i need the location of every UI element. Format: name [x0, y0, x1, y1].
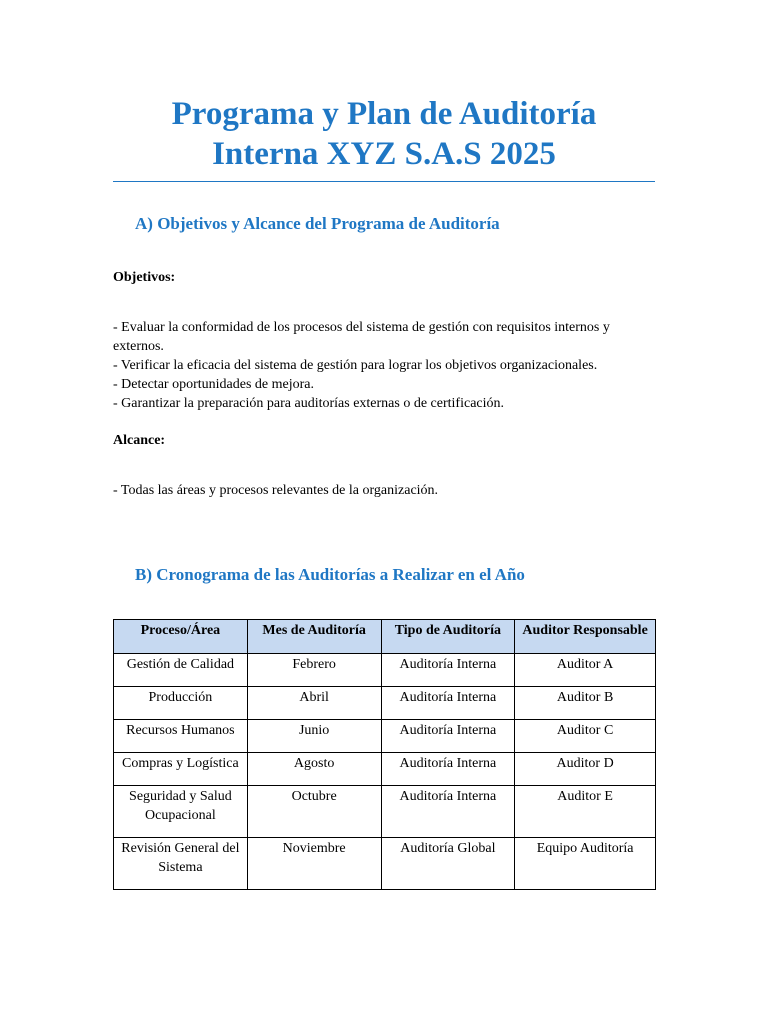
column-header-auditor: Auditor Responsable — [515, 620, 656, 654]
table-cell-process: Seguridad y Salud Ocupacional — [114, 786, 248, 838]
table-cell-month: Octubre — [247, 786, 381, 838]
table-cell-auditor: Equipo Auditoría — [515, 838, 656, 890]
objective-item: - Evaluar la conformidad de los procesos del sistema de gestión con requisitos internos y externos. — [113, 320, 610, 354]
table-row — [114, 720, 656, 753]
objective-item: - Garantizar la preparación para auditorías externas o de certificación. — [113, 396, 505, 411]
table-cell-process: Recursos Humanos — [114, 720, 248, 753]
scope-list — [113, 481, 613, 500]
table-cell-auditor: Auditor C — [515, 720, 656, 753]
column-header-month: Mes de Auditoría — [247, 620, 381, 654]
table-row — [114, 786, 656, 838]
document-title-line-1: Programa y Plan de Auditoría — [171, 96, 597, 132]
title-divider — [113, 181, 655, 182]
table-row — [114, 838, 656, 890]
objectives-label: Objetivos: — [113, 270, 176, 285]
table-header-row — [114, 620, 656, 654]
column-header-type: Tipo de Auditoría — [381, 620, 515, 654]
table-cell-process: Producción — [114, 687, 248, 720]
table-cell-month: Agosto — [247, 753, 381, 786]
table-cell-auditor: Auditor E — [515, 786, 656, 838]
table-cell-month: Noviembre — [247, 838, 381, 890]
table-cell-type: Auditoría Interna — [381, 654, 515, 687]
table-cell-type: Auditoría Interna — [381, 786, 515, 838]
table-cell-month: Abril — [247, 687, 381, 720]
table-cell-process: Gestión de Calidad — [114, 654, 248, 687]
table-cell-auditor: Auditor B — [515, 687, 656, 720]
document-title-line-2: Interna XYZ S.A.S 2025 — [212, 136, 556, 172]
table-cell-process: Revisión General del Sistema — [114, 838, 248, 890]
table-cell-auditor: Auditor D — [515, 753, 656, 786]
column-header-process: Proceso/Área — [114, 620, 248, 654]
table-row — [114, 687, 656, 720]
table-cell-month: Junio — [247, 720, 381, 753]
table-cell-auditor: Auditor A — [515, 654, 656, 687]
audit-schedule-table — [113, 619, 656, 890]
objectives-list — [113, 318, 613, 413]
table-cell-type: Auditoría Interna — [381, 720, 515, 753]
objective-item: - Detectar oportunidades de mejora. — [113, 377, 314, 392]
scope-label: Alcance: — [113, 433, 166, 448]
section-a-heading: A) Objetivos y Alcance del Programa de Auditoría — [135, 214, 500, 233]
table-cell-process: Compras y Logística — [114, 753, 248, 786]
table-row — [114, 654, 656, 687]
table-row — [114, 753, 656, 786]
table-cell-type: Auditoría Interna — [381, 687, 515, 720]
table-cell-month: Febrero — [247, 654, 381, 687]
section-b-heading: B) Cronograma de las Auditorías a Realizar en el Año — [135, 565, 525, 584]
scope-item: - Todas las áreas y procesos relevantes de la organización. — [113, 483, 439, 498]
table-cell-type: Auditoría Global — [381, 838, 515, 890]
objective-item: - Verificar la eficacia del sistema de gestión para lograr los objetivos organizacionales. — [113, 358, 598, 373]
document-title — [113, 94, 655, 174]
table-cell-type: Auditoría Interna — [381, 753, 515, 786]
